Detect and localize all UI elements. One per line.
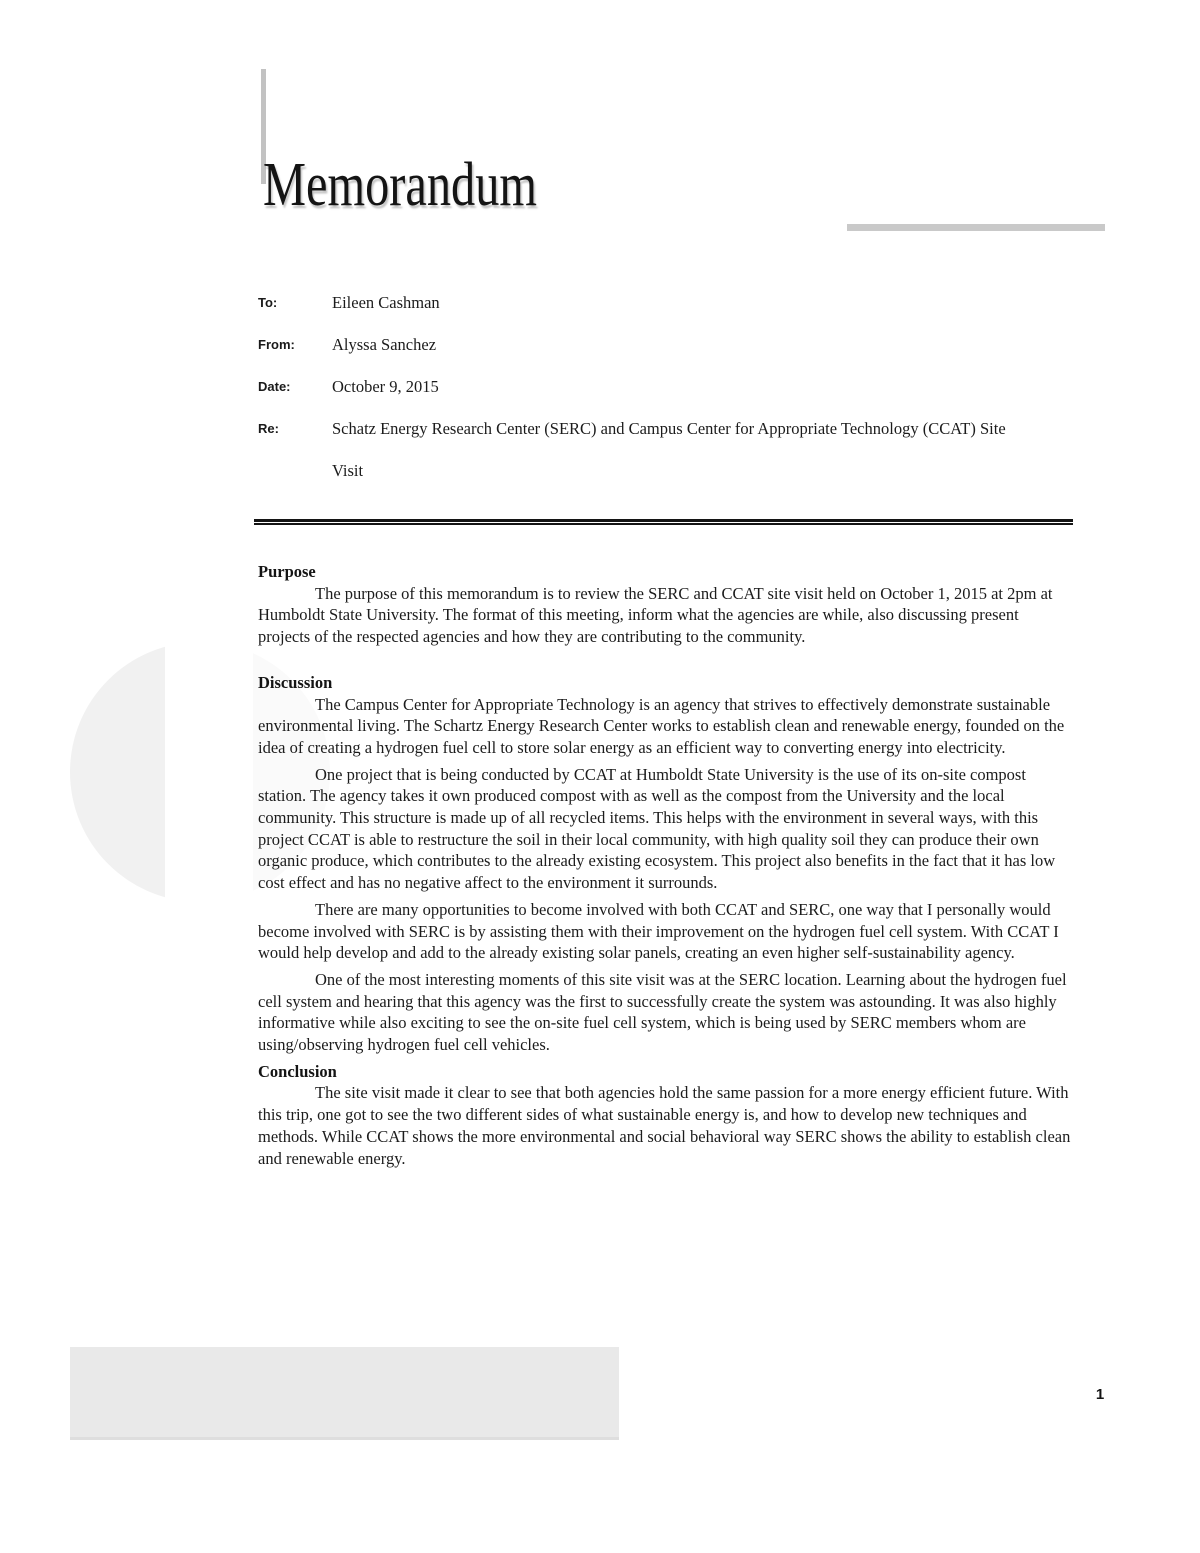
paragraph-discussion-4: One of the most interesting moments of this site visit was at the SERC location. Learning about the hydrogen fuel cell system and hearing that this agency was the first to successfully create the system was astounding. It was also highly informative while also exciting to see the on-site fuel cell system, which is being used by SERC members whom are using/observing hydrogen fuel cell vehicles. [258, 969, 1067, 1055]
field-value-from: Alyssa Sanchez [332, 335, 437, 354]
section-heading-purpose: Purpose [258, 562, 316, 581]
field-label-to: To: [258, 295, 278, 310]
page-number: 1 [1095, 1386, 1105, 1403]
watermark-white-band [165, 638, 253, 906]
field-label-date: Date: [258, 379, 291, 394]
field-row-from [258, 324, 1070, 366]
field-label-re: Re: [258, 421, 279, 436]
field-value-re: Schatz Energy Research Center (SERC) and Campus Center for Appropriate Technology (CCAT) Site Visit [332, 419, 1006, 480]
section-heading-discussion: Discussion [258, 672, 333, 692]
field-value-to: Eileen Cashman [332, 293, 440, 312]
section-heading-conclusion: Conclusion [258, 1061, 337, 1081]
field-row-date [258, 366, 1070, 408]
header-fields [258, 282, 1070, 492]
paragraph-discussion-1: The Campus Center for Appropriate Technology is an agency that strives to effectively demonstrate sustainable environmental living. The Schartz Energy Research Center works to establish clean and renewable energy, founded on the idea of creating a hydrogen fuel cell to store solar energy as an efficient way to converting energy into electricity. [258, 694, 1065, 757]
field-label-from: From: [258, 337, 295, 352]
paragraph-conclusion: The site visit made it clear to see that both agencies hold the same passion for a more energy efficient future. With this trip, one got to see the two different sides of what sustainable energy is, and how to develop new techniques and methods. While CCAT shows the more environmental and social behavioral way SERC shows the ability to establish clean and renewable energy. [258, 1083, 1071, 1168]
header-rule [254, 519, 1073, 525]
field-value-date: October 9, 2015 [332, 377, 439, 396]
paragraph-discussion-2: One project that is being conducted by CCAT at Humboldt State University is the use of its on-site compost station. The agency takes it own produced compost with as well as the compost from the University and the local community. This structure is made up of all recycled items. This helps with the environment in several ways, with this project CCAT is able to restructure the soil in their local community, with high quality soil they can produce their own organic produce, which contributes to the already existing ecosystem. This project also benefits in the fact that it has low cost effect and has no negative affect to the environment it surrounds. [258, 764, 1056, 893]
field-row-to [258, 282, 1070, 324]
footer-accent-block [70, 1347, 619, 1440]
memo-body [258, 561, 1074, 1174]
page-title: Memorandum [263, 151, 537, 219]
field-row-re [258, 408, 1070, 492]
top-right-accent-bar [847, 224, 1105, 231]
paragraph-discussion-3: There are many opportunities to become involved with both CCAT and SERC, one way that I personally would become involved with SERC is by assisting them with their improvement on the hydrogen fuel cell system. With CCAT I would help develop and add to the already existing solar panels, creating an even higher self-sustainability agency. [258, 899, 1059, 963]
paragraph-purpose: The purpose of this memorandum is to review the SERC and CCAT site visit held on October 1, 2015 at 2pm at Humboldt State University. The format of this meeting, inform what the agencies are while, also discussing present projects of the respected agencies and how they are contributing to the community. [258, 583, 1053, 647]
